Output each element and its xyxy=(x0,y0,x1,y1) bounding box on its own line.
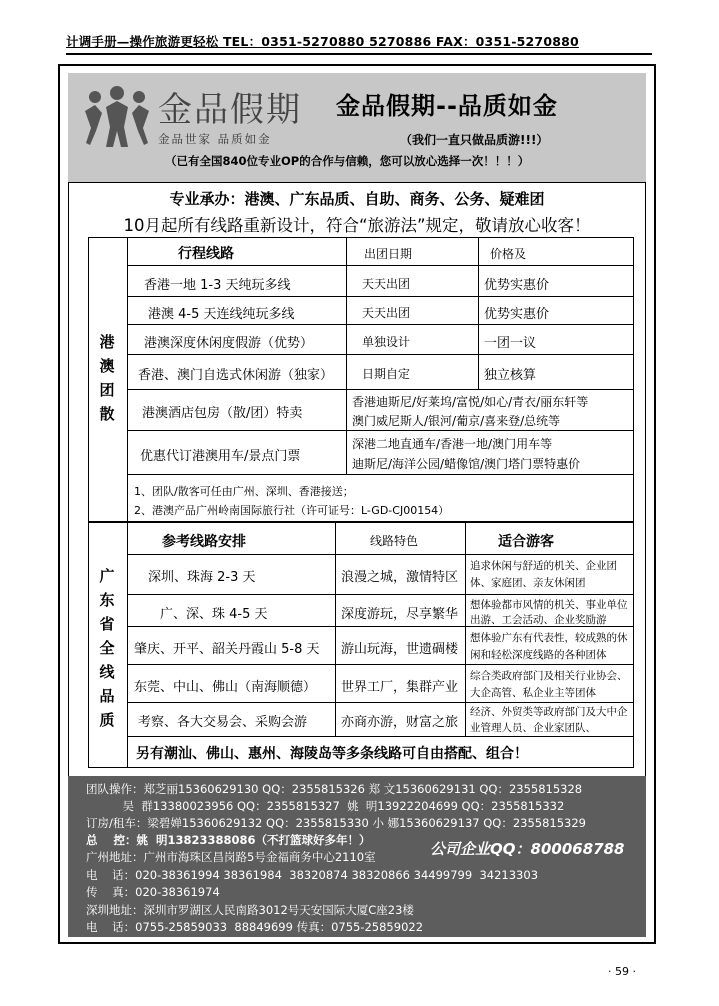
gd-route: 肇庆、开平、韶关丹霞山 5-8 天 xyxy=(134,642,320,657)
gd-vertical-label: 广 东 省 全 线 品 质 xyxy=(99,567,115,729)
service-line: 专业承办：港澳、广东品质、自助、商务、公务、疑难团 xyxy=(169,190,545,208)
gd-feature: 深度游玩，尽享繁华 xyxy=(341,607,459,622)
hk-label-divider xyxy=(127,237,128,522)
row-line xyxy=(127,474,634,475)
row-line xyxy=(127,736,634,737)
hk-date: 天天出团 xyxy=(362,277,411,291)
hk-route: 港澳 4-5 天连线纯玩多线 xyxy=(148,307,295,322)
gd-guest: 经济、外贸类等政府部门及大中企 xyxy=(470,706,628,718)
gd-route: 东莞、中山、佛山（南海顺德） xyxy=(134,680,317,695)
contact-row: 深圳地址：深圳市罗湖区人民南路3012号天安国际大厦C座23楼 xyxy=(86,903,414,917)
gd-feature: 游山玩海，世遗碉楼 xyxy=(341,642,459,657)
contact-row: 传 真：020-38361974 xyxy=(86,885,220,899)
hk-date: 天天出团 xyxy=(362,306,411,320)
col-line xyxy=(335,522,336,736)
gd-guest: 大企高管、私企业主等团体 xyxy=(470,687,596,699)
hk-date: 单独设计 xyxy=(362,335,411,349)
row-line xyxy=(127,702,634,703)
gd-guest: 业管理人员、企业家团队、 xyxy=(470,722,596,734)
gd-guest: 综合类政府部门及相关行业协会、 xyxy=(470,670,628,682)
col-line xyxy=(346,389,347,474)
row-line xyxy=(127,430,634,431)
gd-guest: 想体验广东有代表性，较成熟的休 xyxy=(470,632,628,644)
contact-row: 总 控：姚 明13823388086（不打篮球好多年！） xyxy=(86,833,371,847)
row-line xyxy=(127,554,634,555)
hk-note: 1、团队/散客可任由广州、深圳、香港接送； xyxy=(134,485,354,498)
gd-route: 考察、各大交易会、采购会游 xyxy=(138,715,308,730)
gd-guest: 想体验都市风情的机关、事业单位 xyxy=(470,599,628,611)
redesign-notice: 10月起所有线路重新设计，符合“旅游法”规定，敬请放心收客！ xyxy=(123,216,591,235)
row-line xyxy=(127,354,634,355)
hk-vertical-label: 港 澳 团 散 xyxy=(99,333,115,423)
hk-note: 2、港澳产品广州岭南国际旅行社（许可证号：L-GD-CJ00154） xyxy=(134,504,450,517)
hk-route: 香港、澳门自选式休闲游（独家） xyxy=(138,368,334,383)
hk-hotel-detail: 澳门威尼斯人/银河/葡京/喜来登/总统等 xyxy=(352,414,561,428)
gd-feature: 亦商亦游，财富之旅 xyxy=(341,715,459,730)
brand-name: 金品假期 xyxy=(158,90,302,130)
gd-feature: 世界工厂，集群产业 xyxy=(341,680,459,695)
hk-car-detail: 迪斯尼/海洋公园/蜡像馆/澳门塔门票特惠价 xyxy=(352,457,581,471)
contact-row: 吴 群13380023956 QQ：2355815327 姚 明13922204699 QQ：2355815332 xyxy=(86,799,565,813)
row-line xyxy=(127,664,634,665)
contact-row: 电 话：0755-25859033 88849699 传真：0755-25859022 xyxy=(86,920,424,934)
contact-row: 广州地址：广州市海珠区昌岗路5号金福商务中心2110室 xyxy=(86,850,376,864)
hk-route: 港澳深度休闲度假游（优势） xyxy=(144,336,314,351)
hk-price: 独立核算 xyxy=(484,368,537,383)
row-line xyxy=(127,389,634,390)
gd-guest: 出游、工会活动、企业奖励游 xyxy=(470,614,607,626)
hk-price: 优势实惠价 xyxy=(484,278,550,293)
col-line xyxy=(465,522,466,736)
row-line xyxy=(127,296,634,297)
gd-header-guest: 适合游客 xyxy=(498,534,554,550)
company-qq: 公司企业QQ：800068788 xyxy=(430,840,625,858)
partner-note: （已有全国840位专业OP的合作与信赖，您可以放心选择一次！！！） xyxy=(165,154,530,168)
gd-header-route: 参考线路安排 xyxy=(162,534,246,550)
gd-guest: 体、家庭团、亲友休闲团 xyxy=(470,577,586,589)
hk-header-date: 出团日期 xyxy=(364,247,413,261)
hk-header-price: 价格及 xyxy=(490,247,527,261)
gd-feature: 浪漫之城，激情特区 xyxy=(341,570,459,585)
contact-row: 订房/租车：梁碧婵15360629132 QQ：2355815330 小 娜15360629137 QQ：2355815329 xyxy=(86,816,587,830)
row-line xyxy=(127,324,634,325)
col-line xyxy=(478,237,479,389)
hk-hotel-label: 港澳酒店包房（散/团）特卖 xyxy=(142,406,303,421)
hk-car-label: 优惠代订港澳用车/景点门票 xyxy=(140,449,301,464)
gd-route: 深圳、珠海 2-3 天 xyxy=(148,570,256,585)
page-number: · 59 · xyxy=(608,965,636,978)
page-header-line: 计调手册—操作旅游更轻松 TEL：0351-5270880 5270886 FAX：0351-5270880 xyxy=(66,34,579,49)
gd-guest: 追求休闲与舒适的机关、企业团 xyxy=(470,560,617,572)
row-line xyxy=(127,265,634,266)
hk-price: 一团一议 xyxy=(484,336,537,351)
slogan: 金品假期--品质如金 xyxy=(336,92,558,120)
hk-car-detail: 深港二地直通车/香港一地/澳门用车等 xyxy=(352,437,553,451)
contact-row: 团队操作：郑芝丽15360629130 QQ：2355815326 郑 文15360629131 QQ：2355815328 xyxy=(86,782,583,796)
gd-guest: 闲和轻松深度线路的各种团体 xyxy=(470,649,607,661)
header-rule xyxy=(66,53,652,55)
hk-hotel-detail: 香港迪斯尼/好莱坞/富悦/如心/青衣/丽东轩等 xyxy=(352,395,589,409)
gd-footer: 另有潮汕、佛山、惠州、海陵岛等多条线路可自由搭配、组合！ xyxy=(136,746,528,762)
people-logo-icon xyxy=(82,83,152,153)
gd-header-feature: 线路特色 xyxy=(370,534,419,548)
col-line xyxy=(346,237,347,389)
brand-tagline: 金品世家 品质如金 xyxy=(158,132,272,146)
contact-row: 电 话：020-38361994 38361984 38320874 38320866 34499799 34213303 xyxy=(86,868,539,882)
gd-route: 广、深、珠 4-5 天 xyxy=(160,607,268,622)
gd-label-divider xyxy=(127,522,128,768)
hk-header-route: 行程线路 xyxy=(178,246,234,262)
hk-route: 香港一地 1-3 天纯玩多线 xyxy=(144,278,291,293)
slogan-sub: （我们一直只做品质游!!!） xyxy=(400,133,549,147)
row-line xyxy=(127,594,634,595)
hk-price: 优势实惠价 xyxy=(484,307,550,322)
hk-date: 日期自定 xyxy=(362,367,411,381)
